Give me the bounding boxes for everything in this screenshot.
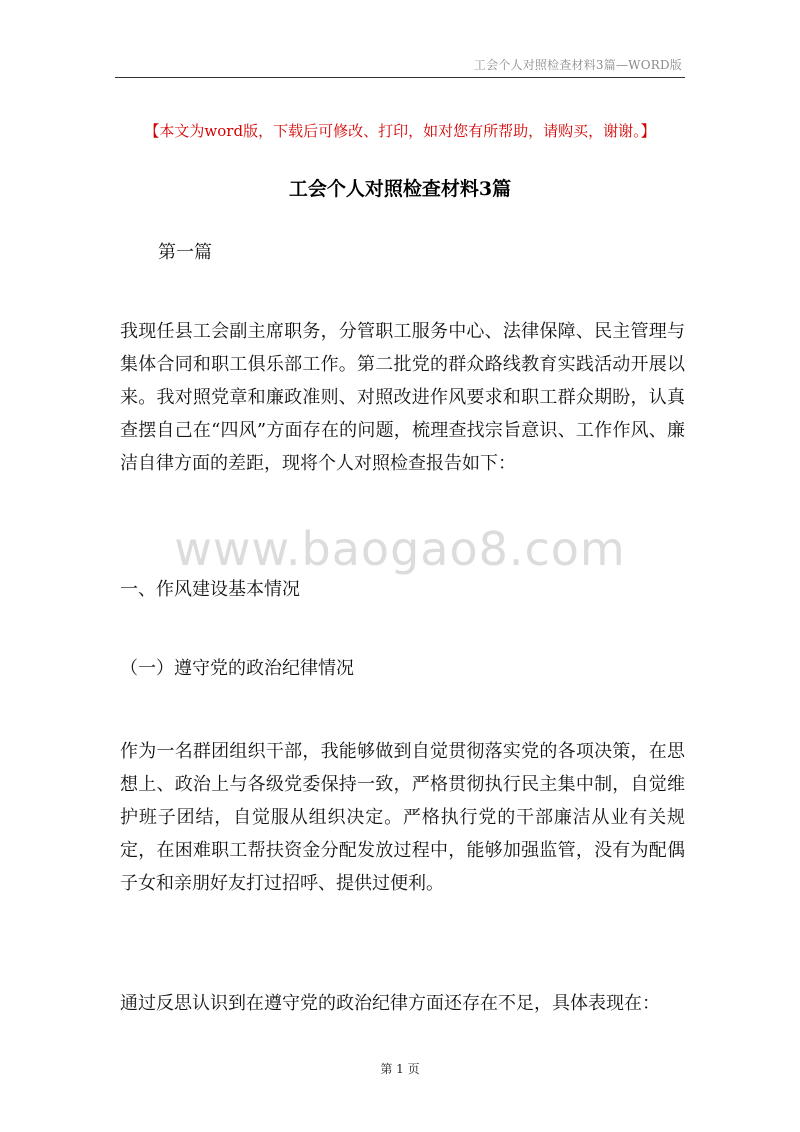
body-paragraph-intro: 我现任县工会副主席职务，分管职工服务中心、法律保障、民主管理与集体合同和职工俱乐部工作。第二批党的群众路线教育实践活动开展以来。我对照党章和廉政准则、对照改进作风要求和职工群众期盼，认真查摆自己在“四风”方面存在的问题，梳理查找宗旨意识、工作作风、廉洁自律方面的差距，现将个人对照检查报告如下： bbox=[120, 321, 685, 474]
header-divider bbox=[115, 77, 685, 78]
site-watermark: www.baogao8.com bbox=[174, 522, 626, 576]
body-paragraph-shortcomings: 通过反思认识到在遵守党的政治纪律方面还存在不足，具体表现在： bbox=[120, 993, 660, 1014]
body-paragraph-discipline: 作为一名群团组织干部，我能够做到自觉贯彻落实党的各项决策，在思想上、政治上与各级党委保持一致，严格贯彻执行民主集中制，自觉维护班子团结，自觉服从组织决定。严格执行党的干部廉洁从业有关规定，在困难职工帮扶资金分配发放过程中，能够加强监管，没有为配偶子女和亲朋好友打过招呼、提供过便利。 bbox=[120, 741, 685, 894]
section-heading-1: 一、作风建设基本情况 bbox=[120, 579, 300, 600]
subsection-heading-1: （一）遵守党的政治纪律情况 bbox=[120, 658, 354, 679]
document-title: 工会个人对照检查材料3篇 bbox=[288, 178, 512, 200]
running-header-title: 工会个人对照检查材料3篇—WORD版 bbox=[473, 58, 682, 72]
purchase-notice: 【本文为word版，下载后可修改、打印，如对您有所帮助，请购买，谢谢。】 bbox=[144, 122, 656, 140]
part-label: 第一篇 bbox=[158, 242, 212, 263]
page-number: 第 1 页 bbox=[380, 1062, 420, 1076]
